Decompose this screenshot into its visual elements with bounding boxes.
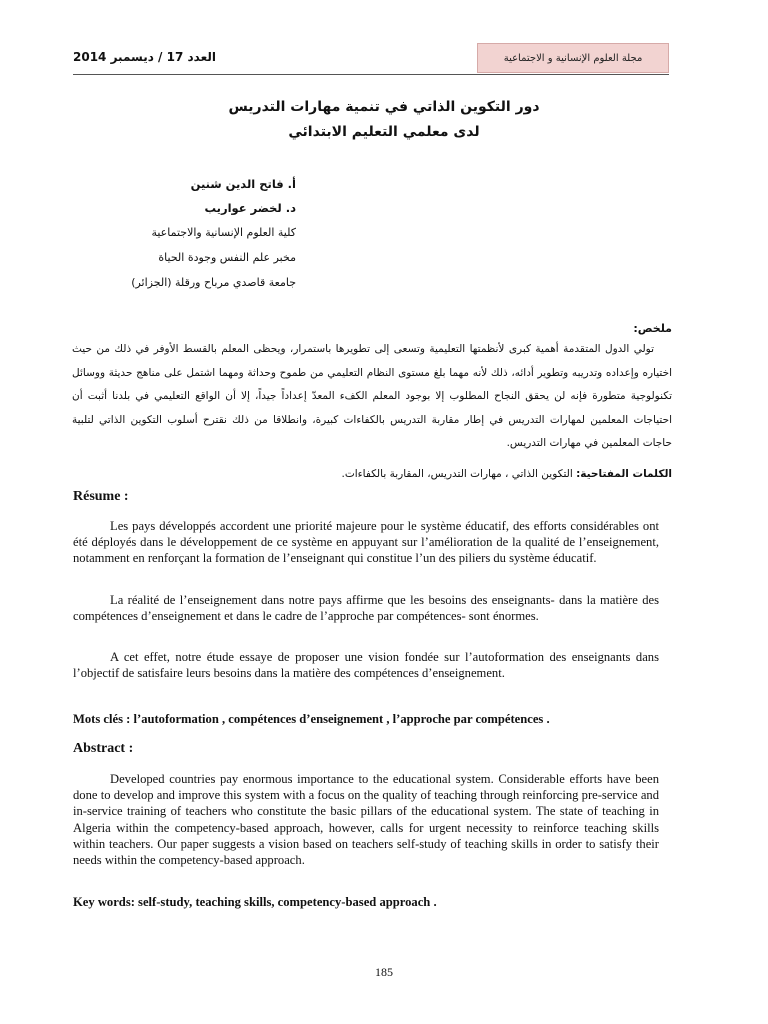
author-block <box>120 172 296 295</box>
title-line-1: دور التكوين الذاتي في تنمية مهارات التدريس <box>228 99 540 115</box>
abstract-keywords: Key words: self-study, teaching skills, competency-based approach . <box>73 895 437 909</box>
abstract-section <box>73 741 659 757</box>
abstract-paragraph: Developed countries pay enormous importance to the educational system. Considerable efforts have been done to develop and improve this system with a focus on the quality of teaching through reinforcing pre-service and in-service training of teachers who constitute the basic pillars of the educational system. The state of teaching in Algeria within the competency-based approach, however, calls for urgent necessity to reinforce teaching skills within teachers. Our paper suggests a vision based on teachers self-study of teaching skills in order to satisfy their needs within the competency-based approach. <box>73 772 659 868</box>
affiliation-lab: مخبر علم النفس وجودة الحياة <box>158 251 296 264</box>
page-header <box>73 43 669 75</box>
resume-paragraph-3: A cet effet, notre étude essaye de proposer une vision fondée sur l’autoformation des enseignants dans l’objectif de satisfaire leurs besoins dans la matière des compétences d’enseignement. <box>73 650 659 681</box>
resume-paragraph-1: Les pays développés accordent une priorité majeure pour le système éducatif, des efforts considérables ont été déployés dans le développement de ce système en appuyant sur l’amélioration de la qualité de l’enseignement, notamment en renforçant la formation de l’enseignant qui constitue l’un des piliers du système éducatif. <box>73 519 659 566</box>
arabic-abstract-body: تولي الدول المتقدمة أهمية كبرى لأنظمتها التعليمية وتسعى إلى تطويرها باستمرار، ويحظى المعلم بالقسط الأوفر في ذلك من حيث اختياره وإعداده وتدريبه وتطوير أدائه، ذلك لأنه مهما بلغ مستوى النظام التعليمي من طموح وحداثة ومهما اشتمل على مناهج حديثة ووسائل تكنولوجية متطورة فإنه لن يحقق النجاح المطلوب إلا بوجود المعلم الكفء المعدّ إعداداً جيداً، إلا أن الواقع التعليمي في بلدنا أثبت أن احتياجات المعلمين لمهارات التدريس في إطار مقاربة التدريس بالكفاءات كبيرة، وانطلاقا من ذلك نقترح أسلوب التكوين الذاتي لتلبية حاجات المعلمين في مهارات التدريس. <box>72 343 672 449</box>
arabic-keywords-label: الكلمات المفتاحية: <box>576 468 672 480</box>
arabic-abstract <box>72 320 672 456</box>
arabic-keywords-text: التكوين الذاتي ، مهارات التدريس، المقاربة بالكفاءات. <box>341 468 577 480</box>
title-line-2: لدى معلمي التعليم الابتدائي <box>288 124 480 140</box>
resume-section <box>73 489 659 505</box>
article-title <box>0 95 768 145</box>
affiliation-faculty: كلية العلوم الإنسانية والاجتماعية <box>151 226 296 239</box>
page-number: 185 <box>375 965 393 979</box>
arabic-keywords <box>72 468 672 480</box>
abstract-heading: Abstract : <box>73 741 134 756</box>
issue-info: العدد 17 / ديسمبر 2014 <box>73 50 216 64</box>
author-1: أ. فاتح الدين شنين <box>190 177 296 191</box>
resume-paragraph-2: La réalité de l’enseignement dans notre pays affirme que les besoins des enseignants- dans la matière des compétences d’enseignement et dans le cadre de l’approche par compétences- sont énormes. <box>73 593 659 624</box>
journal-name-banner: مجلة العلوم الإنسانية و الاجتماعية <box>477 43 669 73</box>
resume-keywords: Mots clés : l’autoformation , compétences d’enseignement , l’approche par compétences . <box>73 712 550 726</box>
header-divider <box>73 74 669 75</box>
affiliation-university: جامعة قاصدي مرباح ورقلة (الجزائر) <box>131 276 296 289</box>
resume-heading: Résume : <box>73 489 129 504</box>
arabic-abstract-heading: ملخص: <box>633 322 672 335</box>
author-2: د. لخضر عواريب <box>204 201 296 215</box>
